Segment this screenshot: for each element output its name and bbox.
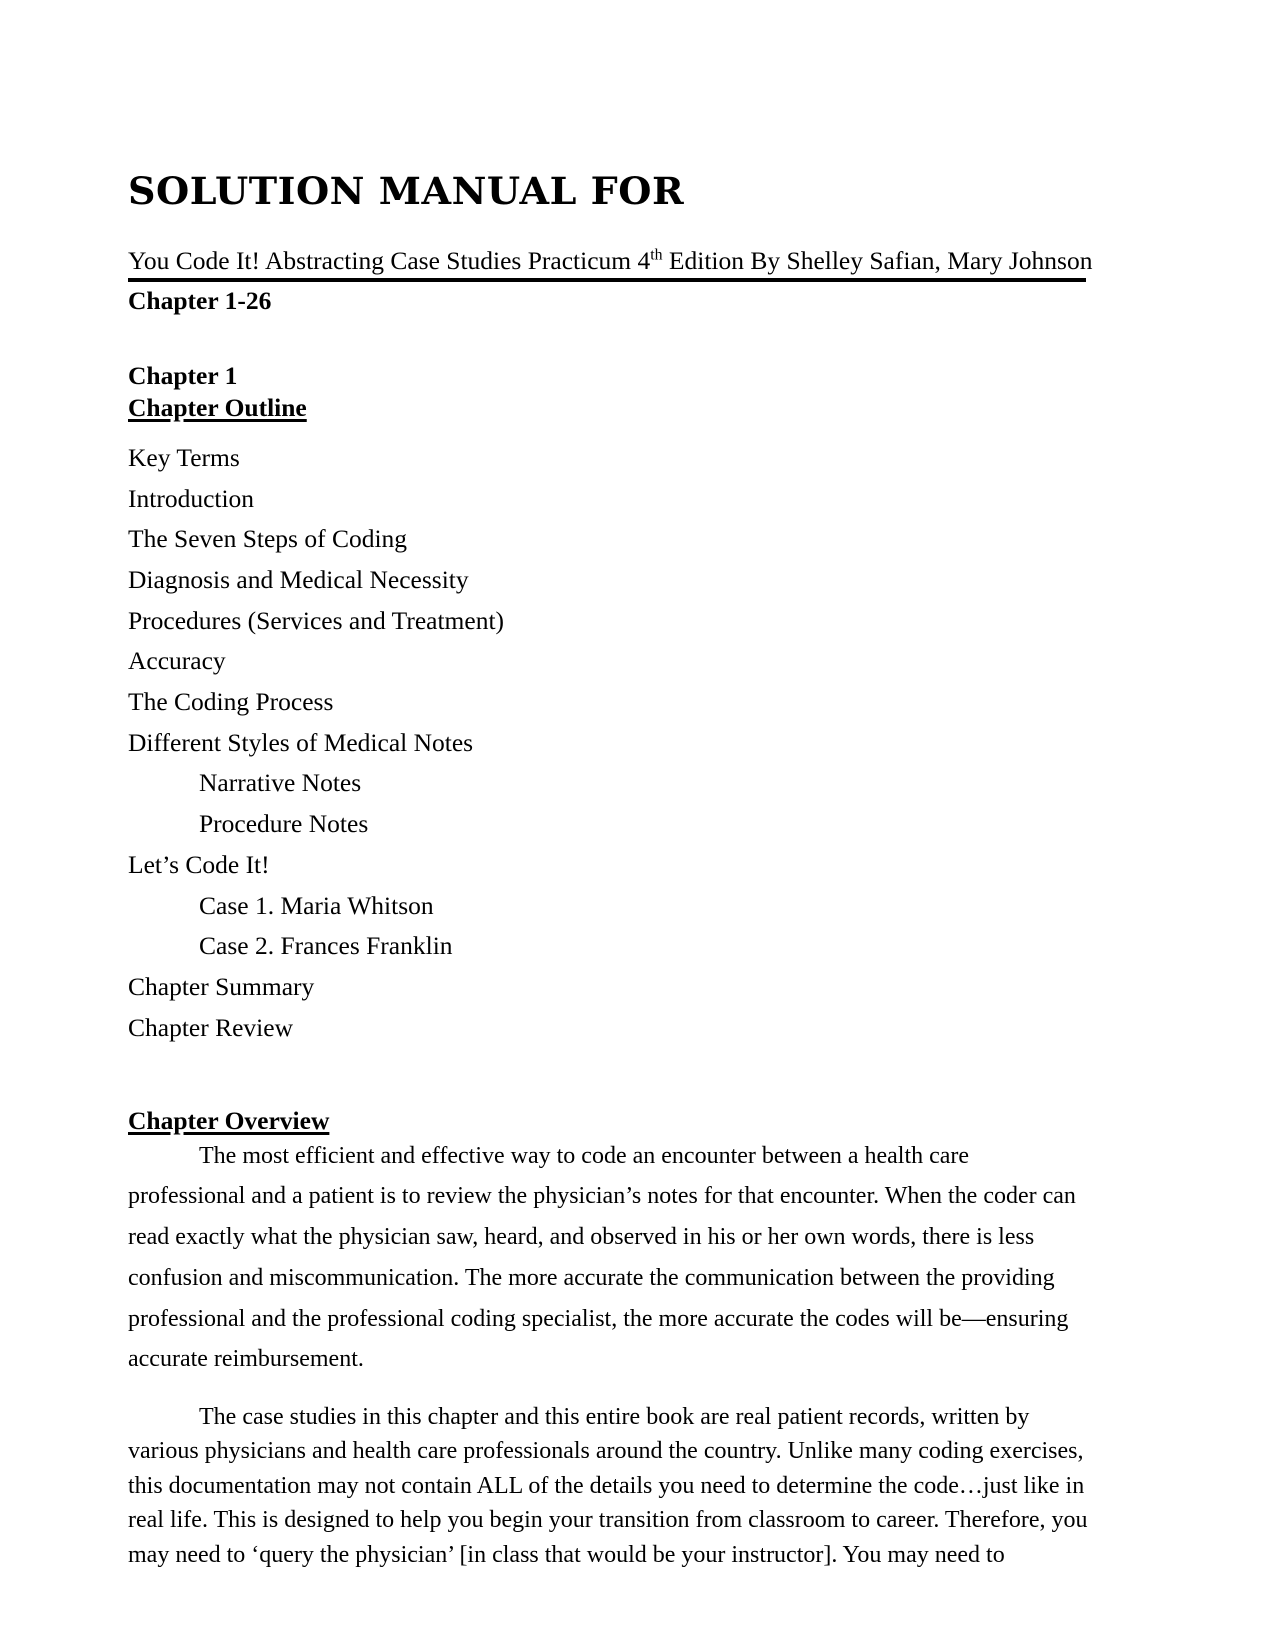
chapter-outline-list [128,438,1086,1049]
outline-item: Procedure Notes [199,809,369,839]
outline-item: Accuracy [128,646,226,676]
chapter-overview-heading: Chapter Overview [128,1106,330,1136]
outline-item: Different Styles of Medical Notes [128,727,474,757]
outline-item: Chapter Summary [128,971,315,1001]
paragraph-line: The most efficient and effective way to code an encounter between a health care [199,1142,970,1169]
subtitle-ordinal-superscript: th [650,246,663,264]
chapter-number-heading: Chapter 1 [128,361,238,391]
paragraph-line: professional and the professional coding specialist, the more accurate the codes will be—ensuring [128,1305,1069,1332]
chapter-number-wrapper [128,361,1086,390]
book-subtitle [128,245,1093,275]
outline-item: Let’s Code It! [128,849,270,879]
subtitle-prefix: You Code It! Abstracting Case Studies Practicum 4 [128,245,651,275]
paragraph-line: confusion and miscommunication. The more accurate the communication between the providing [128,1264,1055,1291]
overview-paragraph-1 [128,1136,1086,1380]
chapter-range-heading: Chapter 1-26 [128,285,272,315]
outline-item: Procedures (Services and Treatment) [128,605,505,635]
paragraph-line: The case studies in this chapter and this entire book are real patient records, written by [199,1403,1030,1430]
outline-item: Diagnosis and Medical Necessity [128,564,469,594]
chapter-outline-heading: Chapter Outline [128,392,307,422]
outline-item: The Seven Steps of Coding [128,524,408,554]
subtitle-block [128,245,1093,282]
paragraph-line: read exactly what the physician saw, heard, and observed in his or her own words, there is less [128,1224,1035,1251]
outline-item: Case 1. Maria Whitson [199,890,434,920]
overview-heading-wrapper [128,1106,1086,1135]
outline-item: Key Terms [128,442,240,472]
paragraph-line: this documentation may not contain ALL of the details you need to determine the code…just like in [128,1472,1085,1499]
outline-item: Chapter Review [128,1012,293,1042]
outline-item: Introduction [128,483,255,513]
outline-heading-wrapper [128,393,1086,422]
paragraph-line: various physicians and health care professionals around the country. Unlike many coding exercises, [128,1438,1084,1465]
page-content [128,0,1093,1572]
outline-item: Narrative Notes [199,768,362,798]
paragraph-line: professional and a patient is to review the physician’s notes for that encounter. When the coder can [128,1183,1076,1210]
paragraph-line: may need to ‘query the physician’ [in class that would be your instructor]. You may need to [128,1541,1005,1568]
outline-item: Case 2. Frances Franklin [199,931,453,961]
page-title: SOLUTION MANUAL FOR [128,169,685,213]
paragraph-line: accurate reimbursement. [128,1346,364,1373]
outline-item: The Coding Process [128,687,334,717]
subtitle-suffix: Edition By Shelley Safian, Mary Johnson [662,245,1093,275]
overview-paragraph-2 [128,1400,1086,1573]
paragraph-line: real life. This is designed to help you begin your transition from classroom to career. Therefore, you [128,1507,1088,1534]
